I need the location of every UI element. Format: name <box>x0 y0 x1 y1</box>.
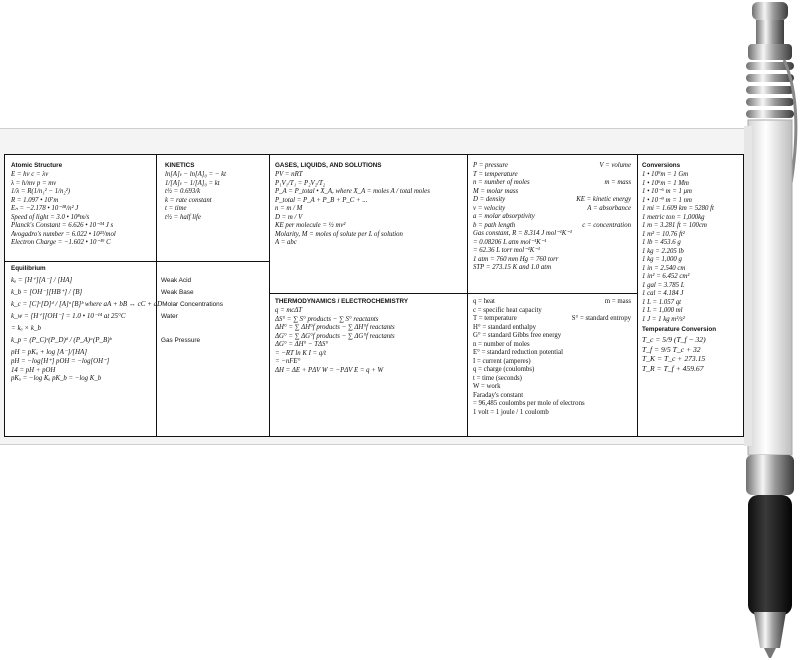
legend-term <box>631 264 635 273</box>
conversion-line: 1 gal = 3.785 L <box>642 281 685 289</box>
legend-row <box>473 298 635 307</box>
formula-label: Weak Acid <box>161 276 192 284</box>
variable-legend-thermo <box>473 298 635 433</box>
section-title: GASES, LIQUIDS, AND SOLUTIONS <box>275 162 382 169</box>
legend-row <box>473 315 635 324</box>
formula-expression: kₐ = [H⁺][A⁻] / [HA] <box>11 276 73 284</box>
temperature-formula: T_R = T_f + 459.67 <box>642 363 704 373</box>
equilibrium-row <box>11 298 265 310</box>
formula-line: pKₐ = −log Kₐ pK_b = −log K_b <box>11 375 102 382</box>
legend-term: c = concentration <box>582 221 631 229</box>
legend-term: m = mass <box>604 179 631 186</box>
legend-row <box>473 222 635 231</box>
legend-term: q = heat <box>473 298 495 305</box>
legend-term: n = number of moles <box>473 340 530 348</box>
section-title: THERMODYNAMICS / ELECTROCHEMISTRY <box>275 298 409 305</box>
legend-term: a = molar absorptivity <box>473 213 535 220</box>
formula-line: t½ = half life <box>165 213 201 221</box>
legend-term: W = work <box>473 383 501 390</box>
formula-label: Weak Base <box>161 288 194 296</box>
formula-line: ΔH = ΔE + PΔV W = −PΔV E = q + W <box>275 366 384 374</box>
legend-row <box>473 366 635 375</box>
legend-term <box>631 307 635 316</box>
formula-line: = −nFE° <box>275 358 301 365</box>
formula-line: Speed of light = 3.0 • 10⁸m/s <box>11 213 90 221</box>
legend-term: v = velocity <box>473 204 506 212</box>
kinetics-section <box>165 162 265 260</box>
thermo-section <box>275 298 463 433</box>
legend-term <box>631 230 635 239</box>
legend-row <box>473 392 635 401</box>
equilibrium-row <box>11 322 265 334</box>
formula-line: t½ = 0.693/k <box>165 188 201 195</box>
legend-row <box>473 205 635 214</box>
conversion-line: 1 • 10⁻⁶ m = 1 μm <box>642 188 692 195</box>
formula-line: E = hν c = λν <box>11 171 49 178</box>
legend-term <box>631 341 635 350</box>
conversion-line: 1 in² = 6.452 cm² <box>642 273 690 280</box>
legend-row <box>473 383 635 392</box>
formula-line: ΔG° = ∑ ΔG°f products − ∑ ΔG°f reactants <box>275 332 395 340</box>
legend-row <box>473 162 635 171</box>
temperature-conversion-title: Temperature Conversion <box>642 326 717 333</box>
conversions-section <box>642 162 742 434</box>
section-title: KINETICS <box>165 162 195 169</box>
legend-row <box>473 230 635 239</box>
variable-legend-gases <box>473 162 635 290</box>
formula-line: λ = h/mv p = mv <box>11 179 57 187</box>
conversion-line: 1 cal = 4.184 J <box>642 290 684 297</box>
legend-term <box>631 409 635 418</box>
legend-row <box>473 196 635 205</box>
legend-term <box>631 383 635 392</box>
formula-expression: k_w = [H⁺][OH⁻] = 1.0 • 10⁻¹⁴ at 25°C <box>11 312 126 320</box>
legend-row <box>473 213 635 222</box>
legend-term: = 96,485 coulombs per mole of electrons <box>473 400 585 407</box>
legend-row <box>473 409 635 418</box>
legend-row <box>473 349 635 358</box>
conversion-line: 1 m² = 10.76 ft² <box>642 230 685 238</box>
divider <box>269 293 637 294</box>
legend-row <box>473 400 635 409</box>
formula-line: t = time <box>165 205 187 212</box>
section-title: Conversions <box>642 162 681 169</box>
formula-line: Eₙ = −2.178 • 10⁻¹⁸/n² J <box>11 205 79 212</box>
legend-row <box>473 375 635 384</box>
legend-term <box>631 349 635 358</box>
conversion-line: 1 L = 1.057 qt <box>642 298 682 306</box>
conversion-line: 1 J = 1 kg m²/s² <box>642 315 685 323</box>
legend-row <box>473 307 635 316</box>
equilibrium-row <box>11 334 265 346</box>
formula-line: 14 = pH + pOH <box>11 366 56 374</box>
conversion-line: 1 L = 1,000 ml <box>642 307 683 314</box>
conversion-line: 1 mi = 1.609 km = 5280 ft <box>642 205 714 212</box>
conversion-line: 1 lb = 453.6 g <box>642 239 681 246</box>
atomic-structure-section <box>11 162 153 260</box>
formula-label: Molar Concentrations <box>162 300 223 308</box>
legend-row <box>473 179 635 188</box>
formula-line: k = rate constant <box>165 196 212 204</box>
legend-row <box>473 188 635 197</box>
legend-term <box>631 213 635 222</box>
legend-term: I = current (amperes) <box>473 357 531 365</box>
legend-term: E° = standard reduction potential <box>473 349 563 356</box>
formula-line: D = m / V <box>275 213 303 221</box>
conversion-line: 1 m = 3.281 ft = 100cm <box>642 222 707 229</box>
legend-term: T = temperature <box>473 315 517 322</box>
formula-line: R = 1.097 • 10⁷m <box>11 196 59 204</box>
legend-term <box>631 247 635 256</box>
legend-term: A = absorbance <box>587 204 631 212</box>
formula-expression: k_b = [OH⁻][HB⁺] / [B] <box>11 288 83 296</box>
legend-row <box>473 247 635 256</box>
legend-term <box>631 171 635 180</box>
legend-row <box>473 256 635 265</box>
legend-term: Faraday's constant <box>473 391 524 399</box>
formula-line: 1/[A]ₜ − 1/[A]₀ = kt <box>165 179 220 187</box>
divider <box>5 261 269 262</box>
formula-label: Water <box>161 312 178 320</box>
legend-term <box>631 358 635 367</box>
gases-section <box>275 162 463 290</box>
formula-line: ΔH° = ∑ ΔH°f products − ∑ ΔH°f reactants <box>275 324 395 331</box>
formula-line: ΔS° = ∑ S° products − ∑ S° reactants <box>275 315 379 323</box>
legend-term: STP = 273.15 K and 1.0 atm <box>473 264 552 271</box>
legend-term <box>631 366 635 375</box>
legend-row <box>473 332 635 341</box>
formula-line: Molarity, M = moles of solute per L of solution <box>275 230 403 238</box>
legend-row <box>473 358 635 367</box>
formula-sheet <box>4 154 744 437</box>
formula-line: KE per molecule = ½ mv² <box>275 222 346 229</box>
formula-line: P_total = P_A + P_B + P_C + ... <box>275 196 368 204</box>
legend-term: P = pressure <box>473 162 508 169</box>
legend-term <box>631 256 635 265</box>
legend-term: V = volume <box>599 162 631 169</box>
legend-term: = 0.08206 L atm mol⁻¹K⁻¹ <box>473 238 547 246</box>
legend-row <box>473 239 635 248</box>
section-title: Equilibrium <box>11 265 46 272</box>
conversion-line: 1 kg = 1,000 g <box>642 256 682 263</box>
formula-line: Avogadro's number = 6.022 • 10²³/mol <box>11 230 116 238</box>
legend-term: M = molar mass <box>473 187 519 195</box>
legend-row <box>473 264 635 273</box>
legend-term: = 62.36 L torr mol⁻¹K⁻¹ <box>473 247 540 254</box>
divider <box>467 155 468 436</box>
formula-expression: k_p = (P_C)ᶜ(P_D)ᵈ / (P_A)ᵃ(P_B)ᵇ <box>11 336 112 344</box>
equilibrium-row <box>11 310 265 322</box>
legend-term: t = time (seconds) <box>473 374 522 382</box>
legend-term: 1 volt = 1 joule / 1 coulomb <box>473 408 549 416</box>
temperature-formula: T_K = T_c + 273.15 <box>642 354 706 364</box>
legend-term: q = charge (coulombs) <box>473 366 535 373</box>
legend-term: G° = standard Gibbs free energy <box>473 332 562 339</box>
formula-expression: pH = pKₐ + log [A⁻]/[HA] <box>11 348 88 356</box>
conversion-line: 1 • 10⁶m = 1 Mm <box>642 179 689 187</box>
pen-image <box>740 0 800 660</box>
legend-term <box>631 324 635 333</box>
legend-term <box>631 239 635 248</box>
conversion-line: 1 • 10⁹m = 1 Gm <box>642 171 689 178</box>
legend-row <box>473 341 635 350</box>
legend-term: b = path length <box>473 221 516 229</box>
conversion-line: 1 • 10⁻⁹ m = 1 nm <box>642 196 692 204</box>
equilibrium-section <box>11 265 265 433</box>
equilibrium-row <box>11 346 265 358</box>
equilibrium-row <box>11 274 265 286</box>
legend-term: n = number of moles <box>473 179 530 186</box>
formula-line: P_A = P_total • X_A, where X_A = moles A / total moles <box>275 188 430 195</box>
temperature-formula: T_c = 5/9 (T_f − 32) <box>642 335 706 344</box>
legend-term: 1 atm = 760 mm Hg = 760 torr <box>473 255 559 263</box>
legend-term <box>631 332 635 341</box>
legend-term <box>631 392 635 401</box>
formula-line: ΔG° = ΔH° − TΔS° <box>275 341 329 348</box>
legend-term: KE = kinetic energy <box>576 196 631 203</box>
legend-term: m = mass <box>604 298 631 305</box>
legend-term: S° = standard entropy <box>571 315 631 322</box>
formula-line: 1/λ = R(1/n₁² − 1/n₂²) <box>11 188 71 195</box>
formula-line: ln[A]ₜ − ln[A]₀ = − kt <box>165 171 226 178</box>
conversion-line: 1 in = 2.540 cm <box>642 264 686 272</box>
legend-term: T = temperature <box>473 170 518 178</box>
temperature-formula: T_f = 9/5 T_c + 32 <box>642 344 701 354</box>
formula-line: q = mcΔT <box>275 307 303 314</box>
legend-term: H° = standard enthalpy <box>473 323 536 331</box>
conversion-line: 1 kg = 2.205 lb <box>642 247 684 255</box>
formula-label: Gas Pressure <box>161 336 201 344</box>
formula-line: Electron Charge = −1.602 • 10⁻¹⁹ C <box>11 239 111 246</box>
formula-line: P₁V₁/T₁ = P₂V₂/T₂ <box>275 179 326 187</box>
formula-line: n = m / M <box>275 205 303 212</box>
section-title: Atomic Structure <box>11 162 63 169</box>
legend-term <box>631 188 635 197</box>
formula-line: Planck's Constant = 6.626 • 10⁻³⁴ J s <box>11 222 114 229</box>
formula-line: = −RT ln K I = q/t <box>275 349 327 357</box>
divider <box>269 155 270 436</box>
legend-term: D = density <box>473 196 506 203</box>
formula-line: A = abc <box>275 239 297 246</box>
formula-expression: = kₐ × k_b <box>11 324 41 332</box>
legend-term <box>631 375 635 384</box>
legend-row <box>473 324 635 333</box>
formula-line: pH = −log[H⁺] pOH = −log[OH⁻] <box>11 358 110 365</box>
formula-expression: k_c = [C]ᶜ[D]ᵈ / [A]ᵃ[B]ᵇ where aA + bB ↔ cC + dD <box>11 300 163 308</box>
legend-term <box>631 400 635 409</box>
legend-term: c = specific heat capacity <box>473 306 542 314</box>
legend-row <box>473 171 635 180</box>
divider <box>637 155 638 436</box>
formula-line: PV = nRT <box>275 171 303 178</box>
equilibrium-row <box>11 286 265 298</box>
legend-term: Gas constant, R = 8.314 J mol⁻¹K⁻¹ <box>473 230 572 237</box>
conversion-line: 1 metric ton = 1,000kg <box>642 213 705 221</box>
